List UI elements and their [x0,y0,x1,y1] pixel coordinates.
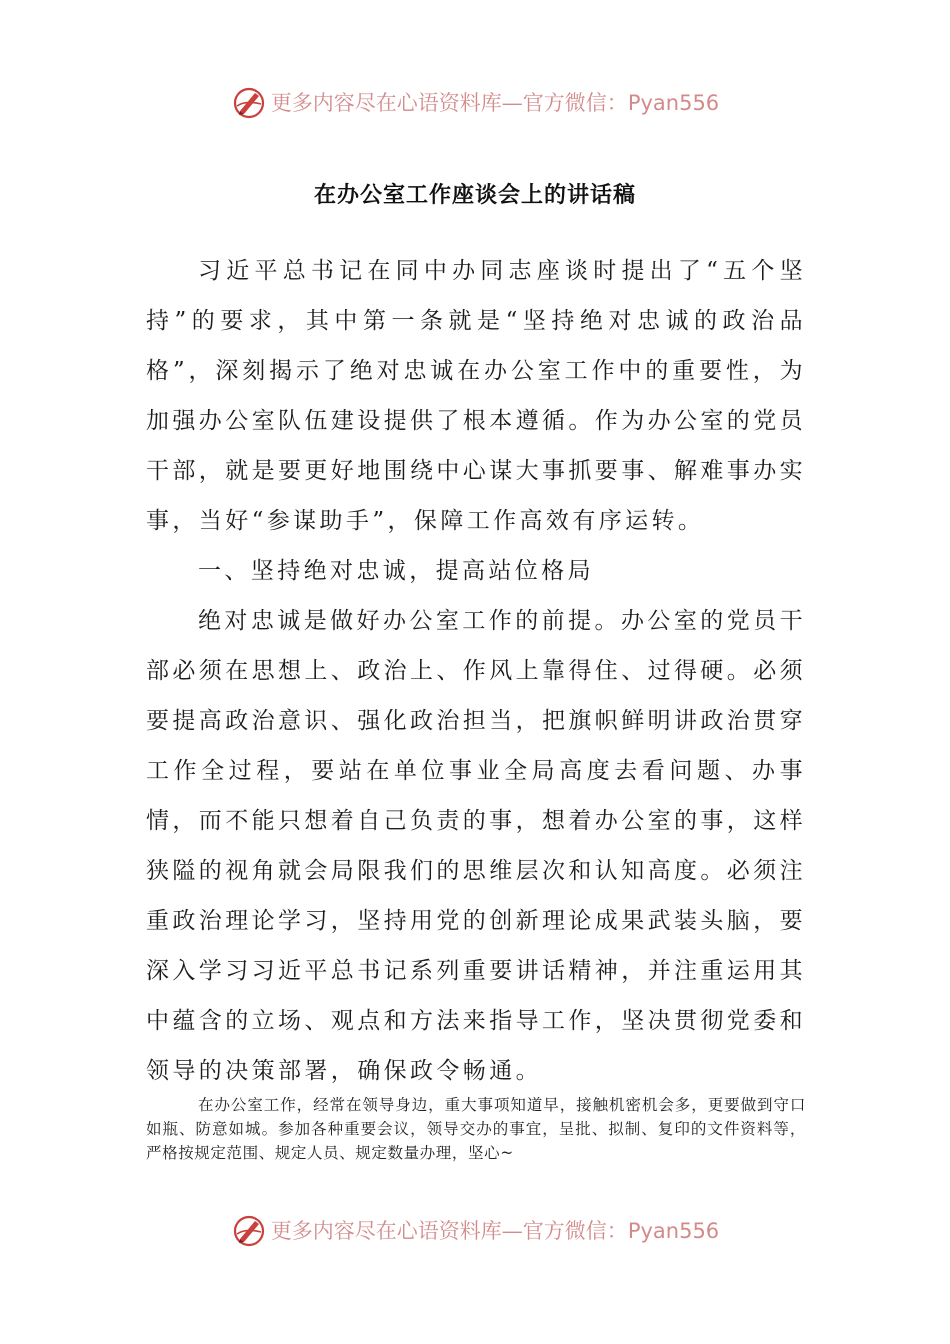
banner-wechat-id: Pyan556 [627,91,720,115]
small-print-paragraph: 在办公室工作，经常在领导身边，重大事项知道早，接触机密机会多，更要做到守口如瓶、防意如城。参加各种重要会议，领导交办的事宜，呈批、拟制、复印的文件资料等，严格按规定范围、规定人员、规定数量办理，坚心~ [146,1096,806,1162]
document-body [146,246,806,1096]
footer-banner [0,1208,950,1252]
banner-main-text: 更多内容尽在心语资料库—官方微信： [270,1219,628,1243]
pen-logo-icon [231,1212,267,1248]
banner-text [271,1215,719,1245]
pen-logo-icon [231,84,267,120]
document-title: 在办公室工作座谈会上的讲话稿 [313,183,636,208]
banner-wechat-id: Pyan556 [627,1219,720,1243]
section-heading: 一、坚持绝对忠诚，提高站位格局 [198,558,594,584]
header-banner [0,80,950,124]
intro-paragraph: 习近平总书记在同中办同志座谈时提出了“五个坚持”的要求，其中第一条就是“坚持绝对忠诚的政治品格”，深刻揭示了绝对忠诚在办公室工作中的重要性，为加强办公室队伍建设提供了根本遵循。作为办公室的党员干部，就是要更好地围绕中心谋大事抓要事、解难事办实事，当好“参谋助手”，保障工作高效有序运转。 [146,258,806,534]
banner-main-text: 更多内容尽在心语资料库—官方微信： [270,91,628,115]
banner-text [271,87,719,117]
body-paragraph: 绝对忠诚是做好办公室工作的前提。办公室的党员干部必须在思想上、政治上、作风上靠得住、过得硬。必须要提高政治意识、强化政治担当，把旗帜鲜明讲政治贯穿工作全过程，要站在单位事业全局高度去看问题、办事情，而不能只想着自己负责的事，想着办公室的事，这样狭隘的视角就会局限我们的思维层次和认知高度。必须注重政治理论学习，坚持用党的创新理论成果武装头脑，要深入学习习近平总书记系列重要讲话精神，并注重运用其中蕴含的立场、观点和方法来指导工作，坚决贯彻党委和领导的决策部署，确保政令畅通。 [146,608,806,1084]
